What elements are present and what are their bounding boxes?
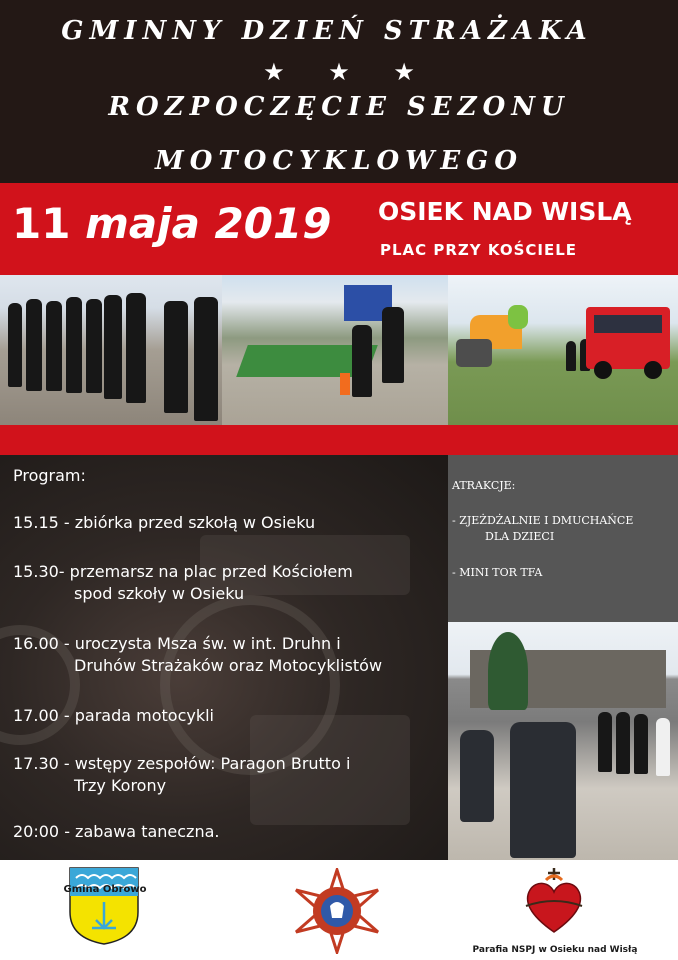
event-location: PLAC PRZY KOŚCIELE [380, 241, 578, 259]
program-item-continuation: Druhów Strażaków oraz Motocyklistów [74, 656, 383, 675]
program-item-text: 17.30 - wstępy zespołów: Paragon Brutto i [13, 754, 351, 773]
attraction-item-text: - MINI TOR TFA [452, 566, 543, 579]
date-band [0, 183, 678, 275]
photo-strip [0, 275, 678, 425]
fire-trucks-photo [448, 275, 678, 425]
program-item-text: 15.15 - zbiórka przed szkołą w Osieku [13, 513, 316, 532]
program-item [13, 705, 214, 727]
poster-header [0, 0, 678, 183]
firefighters-lineup-photo [0, 275, 222, 425]
event-date-day: 11 [12, 199, 71, 248]
header-subtitle-line1: ROZPOCZĘCIE SEZONU [108, 92, 570, 122]
program-item [13, 633, 382, 677]
stars-decoration: ★ ★ ★ [263, 58, 433, 86]
motorcycles-photo [448, 622, 678, 860]
event-place: OSIEK NAD WISLĄ [378, 197, 632, 226]
program-item-continuation: spod szkoły w Osieku [74, 584, 245, 603]
attraction-item [452, 565, 542, 581]
sponsors-footer [0, 860, 678, 960]
sacred-heart-icon [522, 866, 586, 938]
attractions-panel [448, 455, 678, 622]
gmina-obrowo-label: Gmina Obrowo [63, 884, 147, 895]
attraction-item-text: - ZJEŻDŻALNIE I DMUCHAŃCE [452, 514, 634, 527]
program-item [13, 512, 315, 534]
program-item-text: 16.00 - uroczysta Msza św. w int. Druhn i [13, 634, 341, 653]
fire-sport-competition-photo [222, 275, 448, 425]
event-date [12, 199, 331, 248]
header-title: GMINNY DZIEŃ STRAŻAKA [61, 16, 593, 46]
header-subtitle-line2: MOTOCYKLOWEGO [154, 146, 524, 176]
program-item [13, 561, 353, 605]
program-title: Program: [13, 466, 86, 485]
program-item-continuation: Trzy Korony [74, 776, 167, 795]
program-item-text: 20:00 - zabawa taneczna. [13, 822, 220, 841]
attraction-item-continuation: DLA DZIECI [485, 530, 555, 543]
program-item-text: 17.00 - parada motocykli [13, 706, 214, 725]
attractions-title: ATRAKCJE: [452, 479, 516, 492]
fire-brigade-badge-icon [292, 868, 382, 954]
event-date-month-year: maja 2019 [85, 199, 332, 248]
red-divider [0, 425, 678, 455]
program-item [13, 753, 350, 797]
program-item [13, 821, 219, 843]
attraction-item [452, 513, 633, 545]
program-item-text: 15.30- przemarsz na plac przed Kościołem [13, 562, 353, 581]
parafia-label: Parafia NSPJ w Osieku nad Wisłą [472, 945, 638, 955]
gmina-obrowo-coat-of-arms-icon [68, 866, 140, 946]
program-panel [0, 455, 448, 860]
